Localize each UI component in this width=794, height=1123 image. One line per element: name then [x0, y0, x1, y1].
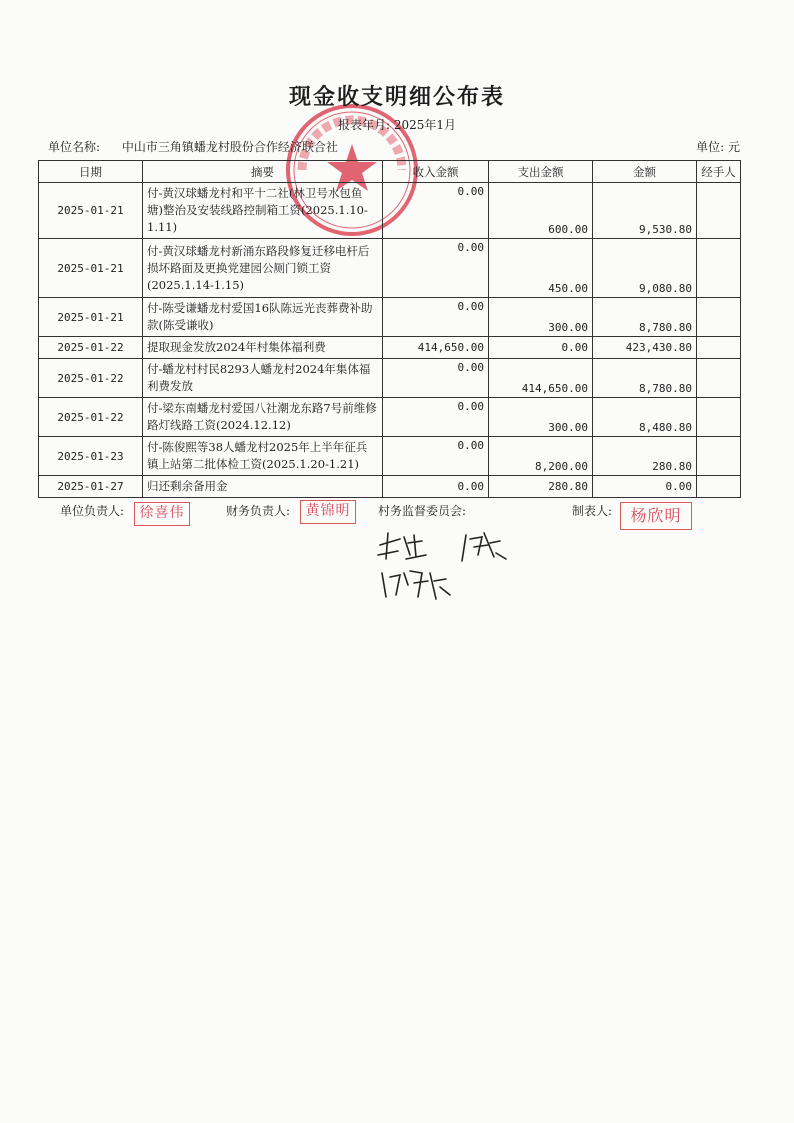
period-label: 报表年月: [337, 118, 391, 132]
row-expense: 450.00 [489, 239, 593, 298]
unit-name-value: 中山市三角镇蟠龙村股份合作经济联合社 [121, 140, 338, 154]
row-date: 2025-01-21 [39, 183, 143, 239]
row-expense: 300.00 [489, 298, 593, 337]
row-balance: 280.80 [593, 437, 697, 476]
row-handler [697, 359, 741, 398]
row-income: 414,650.00 [383, 337, 489, 359]
handwritten-signatures [370, 525, 540, 605]
table-row [39, 337, 741, 359]
header-summary: 摘要 [143, 161, 383, 183]
row-expense: 414,650.00 [489, 359, 593, 398]
row-balance: 9,080.80 [593, 239, 697, 298]
finance-head-stamp: 黄锦明 [300, 500, 356, 524]
unit-name [48, 138, 338, 155]
row-date: 2025-01-27 [39, 476, 143, 498]
row-expense: 0.00 [489, 337, 593, 359]
row-balance: 423,430.80 [593, 337, 697, 359]
row-handler [697, 398, 741, 437]
row-income: 0.00 [383, 476, 489, 498]
row-handler [697, 337, 741, 359]
finance-head-label: 财务负责人: [226, 504, 291, 518]
supervisory-label: 村务监督委员会: [378, 504, 467, 518]
header-date: 日期 [39, 161, 143, 183]
row-date: 2025-01-21 [39, 298, 143, 337]
row-date: 2025-01-23 [39, 437, 143, 476]
currency-unit [696, 138, 740, 155]
row-income: 0.00 [383, 298, 489, 337]
row-expense: 600.00 [489, 183, 593, 239]
header-handler: 经手人 [697, 161, 741, 183]
row-handler [697, 298, 741, 337]
table-row [39, 359, 741, 398]
header-income: 收入金额 [383, 161, 489, 183]
row-income: 0.00 [383, 183, 489, 239]
unit-name-label: 单位名称: [48, 140, 101, 154]
row-income: 0.00 [383, 437, 489, 476]
row-handler [697, 437, 741, 476]
preparer-stamp: 杨欣明 [620, 502, 692, 530]
row-date: 2025-01-22 [39, 359, 143, 398]
table-row [39, 476, 741, 498]
currency-label: 单位: [696, 140, 725, 154]
header-expense: 支出金额 [489, 161, 593, 183]
row-summary: 付-黄汉球蟠龙村和平十二社(林卫号水包鱼塘)整治及安装线路控制箱工资(2025.1.10-1.11) [143, 183, 383, 239]
row-expense: 280.80 [489, 476, 593, 498]
preparer-label: 制表人: [572, 504, 613, 518]
report-period [0, 116, 794, 133]
row-balance: 8,780.80 [593, 359, 697, 398]
row-balance: 8,780.80 [593, 298, 697, 337]
header-balance: 金额 [593, 161, 697, 183]
row-income: 0.00 [383, 239, 489, 298]
table-row [39, 183, 741, 239]
row-expense: 300.00 [489, 398, 593, 437]
row-balance: 9,530.80 [593, 183, 697, 239]
row-summary: 归还剩余备用金 [143, 476, 383, 498]
row-summary: 付-蟠龙村村民8293人蟠龙村2024年集体福利费发放 [143, 359, 383, 398]
row-date: 2025-01-22 [39, 337, 143, 359]
row-summary: 付-陈受谦蟠龙村爱国16队陈远光丧葬费补助款(陈受谦收) [143, 298, 383, 337]
row-income: 0.00 [383, 398, 489, 437]
table-row [39, 239, 741, 298]
row-summary: 付-梁东南蟠龙村爱国八社潮龙东路7号前维修路灯线路工资(2024.12.12) [143, 398, 383, 437]
row-handler [697, 183, 741, 239]
table-row [39, 437, 741, 476]
unit-head-stamp: 徐喜伟 [134, 502, 190, 526]
row-summary: 提取现金发放2024年村集体福利费 [143, 337, 383, 359]
row-balance: 8,480.80 [593, 398, 697, 437]
unit-head-label: 单位负责人: [60, 504, 125, 518]
row-income: 0.00 [383, 359, 489, 398]
row-handler [697, 476, 741, 498]
table-row [39, 298, 741, 337]
row-expense: 8,200.00 [489, 437, 593, 476]
period-value: 2025年1月 [393, 118, 457, 132]
row-date: 2025-01-22 [39, 398, 143, 437]
table-header-row [39, 161, 741, 183]
row-date: 2025-01-21 [39, 239, 143, 298]
table-row [39, 398, 741, 437]
row-balance: 0.00 [593, 476, 697, 498]
row-summary: 付-黄汉球蟠龙村新涌东路段修复迁移电杆后损坏路面及更换党建园公厕门锁工资(2025.1.14-1.15) [143, 239, 383, 298]
document-title: 现金收支明细公布表 [288, 84, 505, 110]
cash-ledger-table [38, 160, 741, 498]
row-handler [697, 239, 741, 298]
row-summary: 付-陈俊熙等38人蟠龙村2025年上半年征兵镇上站第二批体检工资(2025.1.20-1.21) [143, 437, 383, 476]
currency-value: 元 [727, 140, 740, 154]
